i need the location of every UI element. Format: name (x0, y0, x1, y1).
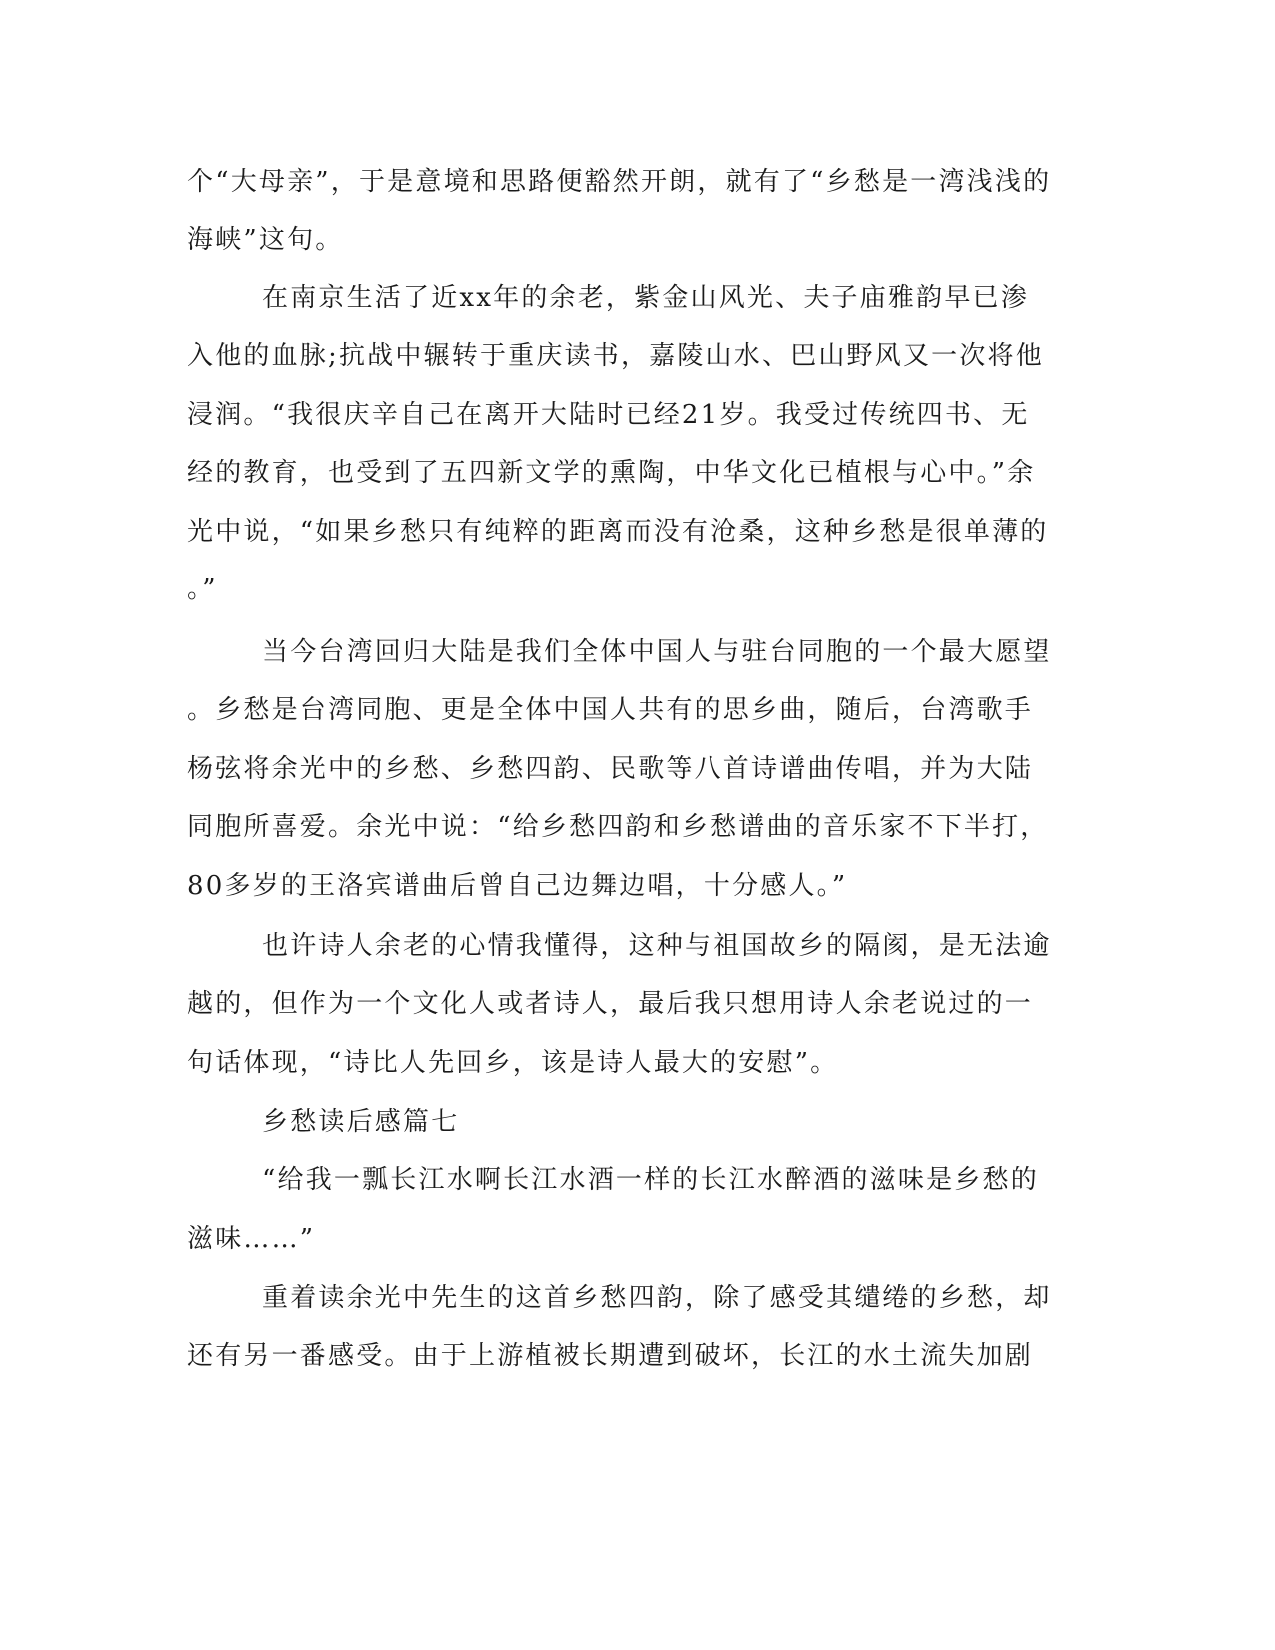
text-line: 浸润。“我很庆辛自己在离开大陆时已经21岁。我受过传统四书、无 (187, 400, 1030, 430)
text-line: 越的，但作为一个文化人或者诗人，最后我只想用诗人余老说过的一 (187, 989, 1034, 1019)
text-line: 杨弦将余光中的乡愁、乡愁四韵、民歌等八首诗谱曲传唱，并为大陆 (187, 754, 1034, 784)
text-line: 个“大母亲”，于是意境和思路便豁然开朗，就有了“乡愁是一湾浅浅的 (187, 167, 1052, 197)
paragraph-first-line: 也许诗人余老的心情我懂得，这种与祖国故乡的隔阂，是无法逾 (262, 931, 1052, 961)
text-line: 句话体现，“诗比人先回乡，该是诗人最大的安慰”。 (187, 1048, 839, 1078)
text-line: 还有另一番感受。由于上游植被长期遭到破坏，长江的水土流失加剧 (187, 1341, 1034, 1371)
text-line: 海峡”这句。 (187, 225, 344, 255)
text-line: 。” (187, 574, 218, 604)
text-line: 80多岁的王洛宾谱曲后曾自己边舞边唱，十分感人。” (187, 871, 848, 901)
quote-line: 滋味……” (187, 1224, 316, 1254)
text-line: 经的教育，也受到了五四新文学的熏陶，中华文化已植根与心中。”余 (187, 458, 1036, 488)
text-line: 入他的血脉;抗战中辗转于重庆读书，嘉陵山水、巴山野风又一次将他 (187, 341, 1044, 371)
text-line: 同胞所喜爱。余光中说：“给乡愁四韵和乡愁谱曲的音乐家不下半打， (187, 812, 1049, 842)
paragraph-first-line: 重着读余光中先生的这首乡愁四韵，除了感受其缱绻的乡愁，却 (262, 1283, 1052, 1313)
paragraph-first-line: 当今台湾回归大陆是我们全体中国人与驻台同胞的一个最大愿望 (262, 637, 1052, 667)
paragraph-first-line: 在南京生活了近xx年的余老，紫金山风光、夫子庙雅韵早已渗 (262, 283, 1029, 313)
section-heading: 乡愁读后感篇七 (262, 1107, 460, 1137)
text-line: 。乡愁是台湾同胞、更是全体中国人共有的思乡曲，随后，台湾歌手 (187, 695, 1034, 725)
quote-line: “给我一瓢长江水啊长江水酒一样的长江水醉酒的滋味是乡愁的 (262, 1165, 1039, 1195)
text-line: 光中说，“如果乡愁只有纯粹的距离而没有沧桑，这种乡愁是很单薄的 (187, 517, 1049, 547)
